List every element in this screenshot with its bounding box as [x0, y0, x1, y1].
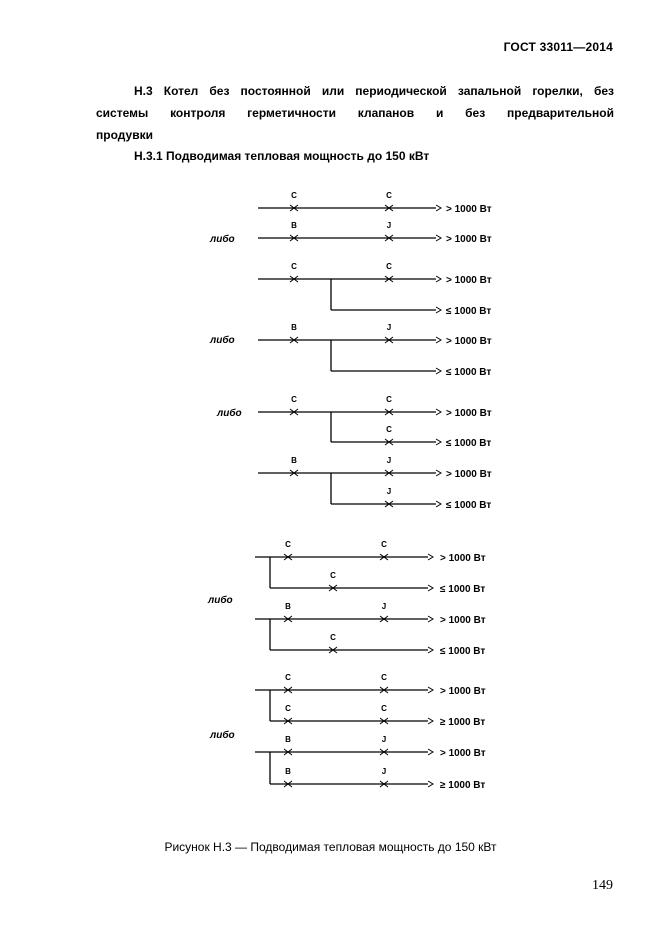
document-header: ГОСТ 33011—2014: [503, 40, 613, 54]
alternative-label: либо: [210, 730, 235, 741]
valve-label: C: [285, 704, 291, 713]
valve-label: J: [386, 221, 392, 230]
valve-label: B: [291, 221, 297, 230]
power-label: ≥ 1000 Вт: [440, 717, 486, 728]
diagram-group-8: [207, 594, 486, 657]
power-label: ≤ 1000 Вт: [446, 438, 492, 449]
power-label: ≤ 1000 Вт: [446, 500, 492, 511]
valve-label: J: [386, 323, 392, 332]
figure-caption: Рисунок Н.3 — Подводимая тепловая мощность до 150 кВт: [164, 840, 497, 854]
diagram-group-3: [258, 262, 492, 317]
power-label: > 1000 Вт: [446, 275, 492, 286]
valve-label: J: [381, 735, 387, 744]
alternative-label: либо: [208, 595, 233, 606]
section-heading-line-1: Н.3 Котел без постоянной или периодической запальной горелки, без: [134, 84, 614, 98]
valve-label: C: [386, 425, 392, 434]
valve-label: J: [381, 602, 387, 611]
power-label: > 1000 Вт: [446, 469, 492, 480]
valve-label: B: [291, 456, 297, 465]
valve-label: C: [386, 191, 392, 200]
valve-label: C: [386, 395, 392, 404]
valve-label: C: [381, 704, 387, 713]
valve-label: C: [285, 673, 291, 682]
power-label: > 1000 Вт: [446, 204, 492, 215]
alternative-label: либо: [217, 408, 242, 419]
power-label: ≤ 1000 Вт: [440, 584, 486, 595]
power-label: ≤ 1000 Вт: [440, 646, 486, 657]
valve-label: C: [381, 673, 387, 682]
diagram-group-6: [258, 456, 492, 511]
valve-label: C: [291, 262, 297, 271]
power-label: > 1000 Вт: [440, 615, 486, 626]
diagram-group-10: [209, 729, 486, 791]
diagram-group-2: [209, 221, 492, 245]
valve-label: J: [386, 487, 392, 496]
subsection-heading: Н.3.1 Подводимая тепловая мощность до 150 кВт: [134, 149, 430, 163]
page-number: 149: [592, 878, 613, 893]
diagram-group-7: [255, 540, 486, 595]
diagram-group-9: [255, 673, 486, 728]
power-label: > 1000 Вт: [440, 553, 486, 564]
power-label: > 1000 Вт: [446, 336, 492, 347]
valve-label: J: [386, 456, 392, 465]
valve-label: J: [381, 767, 387, 776]
valve-label: C: [285, 540, 291, 549]
valve-label: C: [291, 191, 297, 200]
valve-label: B: [285, 735, 291, 744]
section-heading-line-2: системы контроля герметичности клапанов и без предварительной: [96, 106, 614, 120]
power-label: > 1000 Вт: [446, 234, 492, 245]
power-label: > 1000 Вт: [440, 686, 486, 697]
valve-label: C: [386, 262, 392, 271]
valve-label: B: [285, 602, 291, 611]
alternative-label: либо: [210, 234, 235, 245]
power-label: ≤ 1000 Вт: [446, 306, 492, 317]
valve-label: B: [291, 323, 297, 332]
valve-label: C: [330, 571, 336, 580]
power-label: > 1000 Вт: [446, 408, 492, 419]
valve-label: C: [381, 540, 387, 549]
section-heading-line-3: продувки: [96, 128, 153, 142]
alternative-label: либо: [210, 335, 235, 346]
valve-label: C: [291, 395, 297, 404]
power-label: ≥ 1000 Вт: [440, 780, 486, 791]
valve-label: B: [285, 767, 291, 776]
diagram-group-4: [209, 323, 492, 378]
diagram-group-1: [258, 191, 492, 215]
diagram-group-5: [216, 395, 492, 449]
power-label: ≤ 1000 Вт: [446, 367, 492, 378]
valve-label: C: [330, 633, 336, 642]
power-label: > 1000 Вт: [440, 748, 486, 759]
